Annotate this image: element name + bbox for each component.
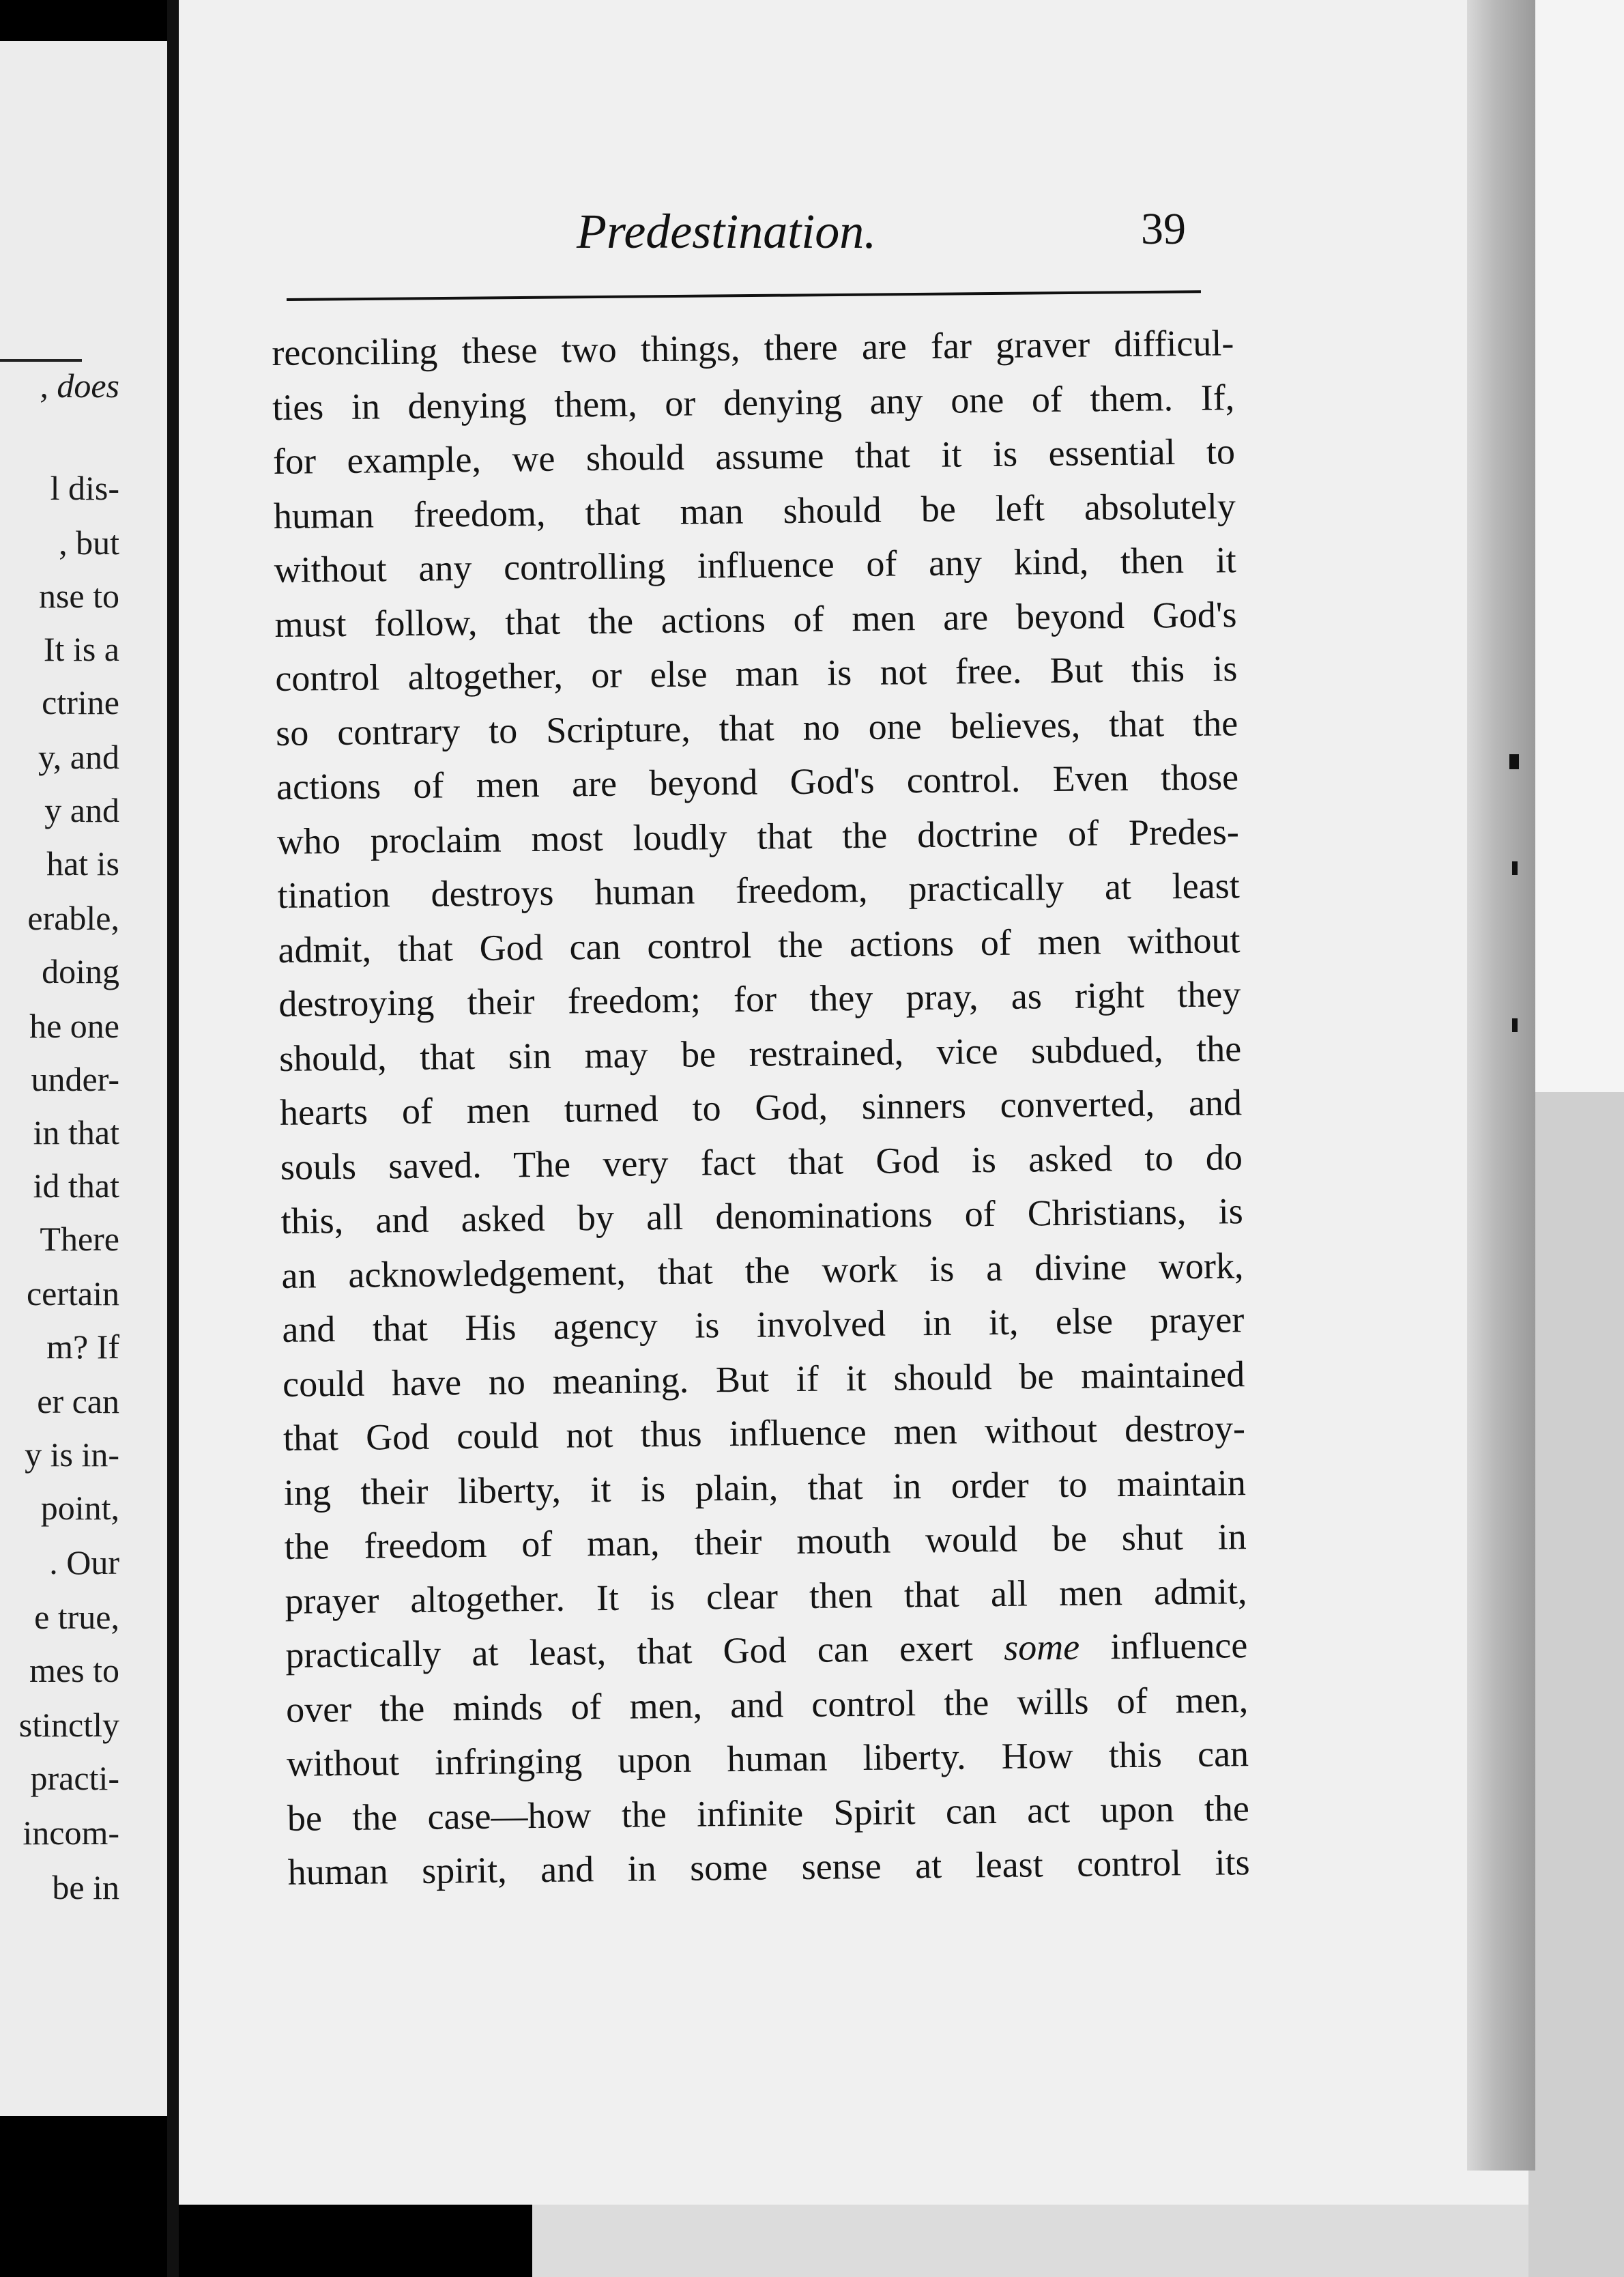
text-line: control altogether, or else man is not free. But this is: [275, 648, 1238, 699]
text-line: without infringing upon human liberty. How this can: [286, 1733, 1249, 1784]
left-page: [0, 41, 167, 2116]
italic-emphasis: some: [1003, 1626, 1080, 1668]
text-line: so contrary to Scripture, that no one believes, that the: [275, 702, 1238, 754]
text-line: reconciling these two things, there are far graver difficul-: [272, 322, 1234, 373]
left-page-fragment: , does: [40, 367, 119, 405]
left-page-fragment: doing: [42, 952, 119, 990]
left-page-fragment: hat is: [46, 844, 119, 883]
left-page-fragment: It is a: [43, 630, 119, 668]
left-page-fragment: certain: [26, 1274, 119, 1313]
left-page-fragment: y and: [44, 791, 119, 829]
left-page-fragment: incom-: [23, 1814, 119, 1852]
text-line: human spirit, and in some sense at least control its: [287, 1842, 1250, 1893]
page-bottom-edge: [532, 2205, 1528, 2277]
text-line: actions of men are beyond God's control. Even those: [276, 756, 1239, 807]
text-line: without any controlling influence of any kind, then it: [274, 539, 1236, 590]
page-number: 39: [1141, 204, 1186, 254]
text-line: destroying their freedom; for they pray, as right they: [278, 973, 1241, 1025]
page-edge: [1467, 0, 1535, 2171]
text-line: should, that sin may be restrained, vice subdued, the: [278, 1027, 1242, 1079]
text-line: who proclaim most loudly that the doctrine of Predes-: [276, 810, 1240, 862]
left-page-fragment: y is in-: [25, 1435, 119, 1474]
body-text: [272, 316, 1250, 1900]
left-page-fragment: he one: [29, 1007, 119, 1045]
text-line: ing their liberty, it is plain, that in order to maintain: [283, 1461, 1247, 1513]
left-page-fragment: id that: [33, 1166, 119, 1205]
text-line: ties in denying them, or denying any one of them. If,: [272, 376, 1235, 428]
left-page-fragment: There: [40, 1220, 119, 1258]
left-page-fragment: mes to: [29, 1651, 119, 1689]
text-line: and that His agency is involved in it, else prayer: [282, 1299, 1245, 1350]
text-line: prayer altogether. It is clear then that all men admit,: [285, 1570, 1247, 1622]
left-page-fragment: l dis-: [50, 469, 119, 507]
margin-mark: [1512, 1018, 1518, 1032]
left-page-fragment: e true,: [34, 1598, 119, 1636]
left-page-fragment: be in: [52, 1868, 119, 1906]
text-line: tination destroys human freedom, practically at least: [277, 865, 1240, 916]
left-page-fragment: point,: [40, 1489, 119, 1527]
left-page-fragment: . Our: [49, 1543, 119, 1581]
left-page-fragment: , but: [59, 524, 119, 562]
text-line: admit, that God can control the actions of men without: [278, 919, 1241, 971]
text-line: that God could not thus influence men without destroy-: [282, 1407, 1246, 1459]
left-page-fragment: nse to: [38, 577, 119, 615]
book-gutter: [167, 0, 179, 2277]
left-page-fragment: stinctly: [18, 1706, 119, 1744]
text-line: hearts of men turned to God, sinners converted, and: [279, 1082, 1243, 1133]
text-line: could have no meaning. But if it should be maintained: [282, 1353, 1245, 1405]
text-line: be the case—how the infinite Spirit can act upon the: [287, 1787, 1250, 1839]
left-page-rule: [0, 359, 82, 362]
background-sheet-lower: [1528, 1092, 1624, 2277]
left-page-fragment: ctrine: [42, 683, 119, 721]
text-line: this, and asked by all denominations of Christians, is: [280, 1190, 1243, 1242]
left-page-fragment: in that: [33, 1113, 119, 1151]
text-line: the freedom of man, their mouth would be shut in: [284, 1516, 1247, 1567]
text-line: souls saved. The very fact that God is asked to do: [280, 1136, 1243, 1188]
running-head: Predestination.: [577, 204, 877, 259]
text-line: for example, we should assume that it is essential to: [272, 431, 1236, 482]
left-page-fragment: y, and: [38, 738, 119, 776]
left-page-fragment: m? If: [46, 1328, 119, 1366]
left-page-fragment: practi-: [30, 1759, 119, 1797]
left-page-fragment: erable,: [27, 899, 119, 937]
left-page-fragment: er can: [37, 1382, 119, 1420]
text-line: must follow, that the actions of men are beyond God's: [274, 593, 1237, 645]
text-line: over the minds of men, and control the wills of men,: [285, 1678, 1249, 1730]
text-line: human freedom, that man should be left absolutely: [273, 485, 1236, 536]
text-line: practically at least, that God can exert some influence: [285, 1624, 1248, 1676]
margin-mark: [1512, 861, 1518, 875]
margin-mark: [1509, 754, 1519, 769]
left-page-fragment: under-: [31, 1060, 119, 1098]
text-line: an acknowledgement, that the work is a divine work,: [281, 1244, 1244, 1296]
